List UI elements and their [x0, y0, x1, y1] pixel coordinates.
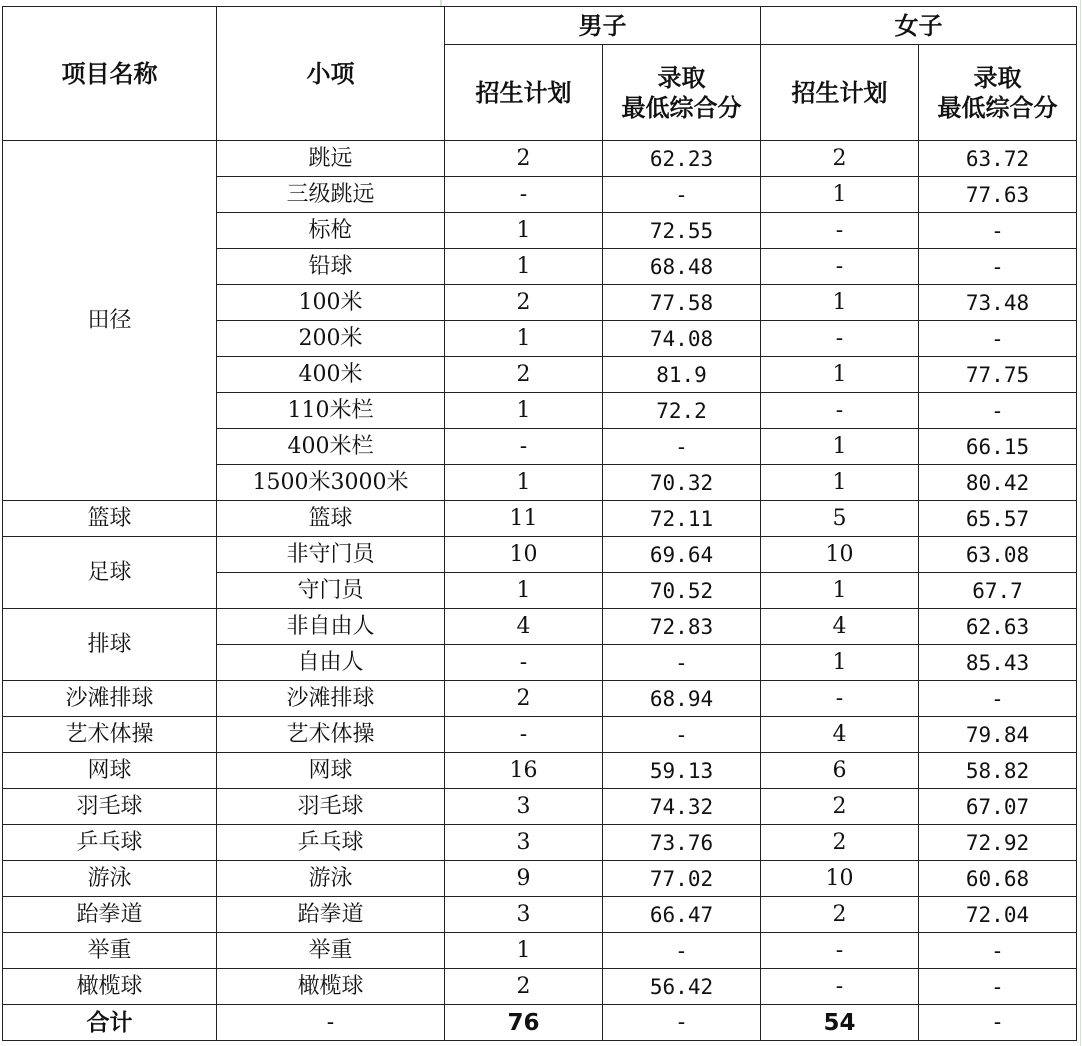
cell-sub-item: 200米	[217, 321, 445, 357]
cell-female-plan: -	[761, 933, 919, 969]
cell-female-plan: 1	[761, 573, 919, 609]
table-row	[3, 753, 1077, 789]
cell-male-plan: 1	[445, 321, 603, 357]
cell-female-plan: -	[761, 249, 919, 285]
cell-sub-item: 100米	[217, 285, 445, 321]
cell-project-name: 田径	[3, 141, 217, 501]
cell-sub-item: 游泳	[217, 861, 445, 897]
header-male-min-score: 录取 最低综合分	[603, 45, 761, 141]
cell-male-min-score: -	[603, 645, 761, 681]
cell-sub-item: 非守门员	[217, 537, 445, 573]
cell-sub-item: 标枪	[217, 213, 445, 249]
cell-sub-item: 110米栏	[217, 393, 445, 429]
cell-female-min-score: 67.07	[919, 789, 1077, 825]
cell-male-min-score: 73.76	[603, 825, 761, 861]
cell-female-plan: 1	[761, 645, 919, 681]
cell-female-plan: 2	[761, 789, 919, 825]
cell-female-plan: 1	[761, 177, 919, 213]
cell-sub-item: 沙滩排球	[217, 681, 445, 717]
cell-female-plan: 2	[761, 825, 919, 861]
cell-project-name: 举重	[3, 933, 217, 969]
cell-female-plan: 1	[761, 429, 919, 465]
cell-female-plan: 2	[761, 141, 919, 177]
cell-project-name: 网球	[3, 753, 217, 789]
cell-male-min-score: -	[603, 177, 761, 213]
cell-female-plan: 1	[761, 465, 919, 501]
table-row	[3, 141, 1077, 177]
cell-sub-item: 守门员	[217, 573, 445, 609]
cell-female-min-score: -	[919, 213, 1077, 249]
cell-female-min-score: 77.75	[919, 357, 1077, 393]
cell-male-plan: 2	[445, 141, 603, 177]
cell-male-min-score: 70.32	[603, 465, 761, 501]
cell-male-plan: 1	[445, 573, 603, 609]
cell-sub-item: 艺术体操	[217, 717, 445, 753]
header-male: 男子	[445, 7, 761, 45]
header-female: 女子	[761, 7, 1077, 45]
header-project-name: 项目名称	[3, 7, 217, 141]
cell-female-plan: 10	[761, 861, 919, 897]
cell-male-plan: 3	[445, 825, 603, 861]
cell-female-plan: 4	[761, 609, 919, 645]
cell-sub-item: 跳远	[217, 141, 445, 177]
total-male-plan: 76	[445, 1005, 603, 1041]
cell-male-min-score: 77.02	[603, 861, 761, 897]
cell-female-min-score: -	[919, 249, 1077, 285]
cell-sub-item: 1500米3000米	[217, 465, 445, 501]
cell-female-min-score: 63.08	[919, 537, 1077, 573]
cell-male-min-score: 77.58	[603, 285, 761, 321]
cell-female-min-score: -	[919, 933, 1077, 969]
cell-male-min-score: 81.9	[603, 357, 761, 393]
cell-female-min-score: -	[919, 393, 1077, 429]
cell-female-min-score: 79.84	[919, 717, 1077, 753]
cell-female-min-score: 85.43	[919, 645, 1077, 681]
cell-male-plan: 1	[445, 465, 603, 501]
cell-project-name: 乒乓球	[3, 825, 217, 861]
total-row	[3, 1005, 1077, 1041]
cell-project-name: 篮球	[3, 501, 217, 537]
cell-female-min-score: 77.63	[919, 177, 1077, 213]
cell-male-min-score: 74.08	[603, 321, 761, 357]
cell-male-min-score: 68.48	[603, 249, 761, 285]
cell-sub-item: 自由人	[217, 645, 445, 681]
cell-sub-item: 非自由人	[217, 609, 445, 645]
cell-female-plan: -	[761, 969, 919, 1005]
cell-male-plan: 2	[445, 681, 603, 717]
cell-male-plan: 4	[445, 609, 603, 645]
admission-table	[2, 6, 1077, 1041]
cell-male-min-score: -	[603, 429, 761, 465]
total-male-min-score: -	[603, 1005, 761, 1041]
table-row	[3, 609, 1077, 645]
cell-male-plan: -	[445, 429, 603, 465]
cell-male-min-score: 70.52	[603, 573, 761, 609]
cell-sub-item: 跆拳道	[217, 897, 445, 933]
cell-sub-item: 铅球	[217, 249, 445, 285]
cell-male-plan: 9	[445, 861, 603, 897]
total-female-plan: 54	[761, 1005, 919, 1041]
cell-female-min-score: 62.63	[919, 609, 1077, 645]
cell-male-plan: 1	[445, 249, 603, 285]
cell-sub-item: 橄榄球	[217, 969, 445, 1005]
cell-sub-item: 400米栏	[217, 429, 445, 465]
cell-female-plan: 1	[761, 285, 919, 321]
cell-female-min-score: 58.82	[919, 753, 1077, 789]
cell-male-min-score: 72.11	[603, 501, 761, 537]
cell-project-name: 羽毛球	[3, 789, 217, 825]
cell-male-plan: 2	[445, 969, 603, 1005]
header-female-plan: 招生计划	[761, 45, 919, 141]
cell-project-name: 游泳	[3, 861, 217, 897]
cell-female-min-score: 67.7	[919, 573, 1077, 609]
cell-project-name: 足球	[3, 537, 217, 609]
cell-project-name: 跆拳道	[3, 897, 217, 933]
table-row	[3, 933, 1077, 969]
cell-female-plan: 2	[761, 897, 919, 933]
cell-female-min-score: 63.72	[919, 141, 1077, 177]
cell-sub-item: 400米	[217, 357, 445, 393]
cell-female-min-score: -	[919, 969, 1077, 1005]
table-row	[3, 717, 1077, 753]
header-female-min-score: 录取 最低综合分	[919, 45, 1077, 141]
table-row	[3, 789, 1077, 825]
table-row	[3, 537, 1077, 573]
cell-male-plan: -	[445, 177, 603, 213]
cell-sub-item: 篮球	[217, 501, 445, 537]
cell-female-min-score: -	[919, 681, 1077, 717]
cell-male-plan: 1	[445, 933, 603, 969]
cell-female-plan: 4	[761, 717, 919, 753]
cell-female-plan: -	[761, 393, 919, 429]
cell-female-min-score: 73.48	[919, 285, 1077, 321]
header-male-plan: 招生计划	[445, 45, 603, 141]
cell-male-plan: 2	[445, 285, 603, 321]
cell-sub-item: 三级跳远	[217, 177, 445, 213]
table-row	[3, 825, 1077, 861]
cell-female-plan: -	[761, 321, 919, 357]
cell-male-min-score: 69.64	[603, 537, 761, 573]
cell-female-plan: 10	[761, 537, 919, 573]
total-female-min-score: -	[919, 1005, 1077, 1041]
cell-male-min-score: 74.32	[603, 789, 761, 825]
cell-male-min-score: -	[603, 717, 761, 753]
cell-male-plan: 1	[445, 393, 603, 429]
cell-female-min-score: -	[919, 321, 1077, 357]
cell-sub-item: 乒乓球	[217, 825, 445, 861]
cell-female-min-score: 60.68	[919, 861, 1077, 897]
cell-female-min-score: 65.57	[919, 501, 1077, 537]
cell-female-min-score: 66.15	[919, 429, 1077, 465]
table-row	[3, 861, 1077, 897]
sheet-gridline-right	[1080, 0, 1081, 1046]
cell-female-min-score: 80.42	[919, 465, 1077, 501]
cell-male-plan: 2	[445, 357, 603, 393]
cell-female-plan: 5	[761, 501, 919, 537]
header-sub-item: 小项	[217, 7, 445, 141]
cell-male-plan: 1	[445, 213, 603, 249]
cell-male-plan: 16	[445, 753, 603, 789]
table-row	[3, 897, 1077, 933]
cell-male-min-score: 68.94	[603, 681, 761, 717]
cell-sub-item: 羽毛球	[217, 789, 445, 825]
cell-male-min-score: 56.42	[603, 969, 761, 1005]
total-label: 合计	[3, 1005, 217, 1041]
cell-male-min-score: 62.23	[603, 141, 761, 177]
cell-project-name: 排球	[3, 609, 217, 681]
cell-male-plan: 3	[445, 897, 603, 933]
cell-male-min-score: -	[603, 933, 761, 969]
cell-project-name: 橄榄球	[3, 969, 217, 1005]
table-row	[3, 681, 1077, 717]
cell-male-plan: -	[445, 645, 603, 681]
cell-sub-item: 网球	[217, 753, 445, 789]
cell-female-plan: -	[761, 681, 919, 717]
table-row	[3, 501, 1077, 537]
cell-male-plan: 10	[445, 537, 603, 573]
cell-female-plan: -	[761, 213, 919, 249]
total-sub-item: -	[217, 1005, 445, 1041]
cell-male-min-score: 72.83	[603, 609, 761, 645]
cell-female-min-score: 72.04	[919, 897, 1077, 933]
cell-male-plan: 3	[445, 789, 603, 825]
cell-male-min-score: 72.2	[603, 393, 761, 429]
cell-female-plan: 1	[761, 357, 919, 393]
table-row	[3, 969, 1077, 1005]
cell-male-min-score: 72.55	[603, 213, 761, 249]
cell-male-min-score: 66.47	[603, 897, 761, 933]
cell-female-min-score: 72.92	[919, 825, 1077, 861]
cell-project-name: 沙滩排球	[3, 681, 217, 717]
cell-male-plan: 11	[445, 501, 603, 537]
cell-male-min-score: 59.13	[603, 753, 761, 789]
cell-sub-item: 举重	[217, 933, 445, 969]
cell-project-name: 艺术体操	[3, 717, 217, 753]
cell-female-plan: 6	[761, 753, 919, 789]
cell-male-plan: -	[445, 717, 603, 753]
